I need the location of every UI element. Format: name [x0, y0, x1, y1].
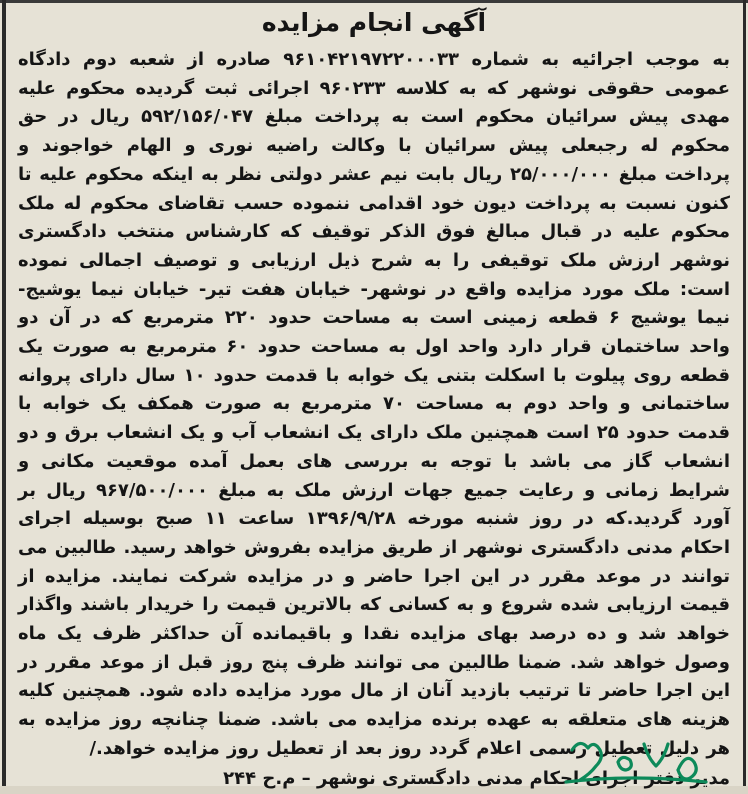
right-frame-line — [743, 0, 746, 786]
top-frame-line — [0, 0, 748, 3]
handwritten-mark — [560, 732, 710, 786]
notice-signature: مدیر دفتر اجرای احکام مدنی دادگستری نوشهر – م.ح ۲۴۴ — [223, 767, 730, 789]
left-frame-line — [2, 0, 6, 786]
auction-notice — [18, 4, 730, 794]
notice-title: آگهی انجام مزایده — [261, 8, 487, 37]
notice-body: به موجب اجرائیه به شماره ۹۶۱۰۴۲۱۹۷۲۲۰۰۰۳۳ صادره از شعبه دوم دادگاه عمومی حقوقی نوشهر که به کلاسه ۹۶۰۲۳۳ اجرائی ثبت گردیده محکوم علیه مهدی پیش سرائیان محکوم است به پرداخت مبلغ ۵۹۲/۱۵۶/۰۴۷ ریال در حق محکوم له رجبعلی پیش سرائیان با وکالت راضیه نوری و الهام خواجوند و پرداخت مبلغ ۲۵/۰۰۰/۰۰۰ ریال بابت نیم عشر دولتی نظر به اینکه محکوم علیه تا کنون نسبت به پرداخت دیون خود اقدامی ننموده حسب تقاضای محکوم له ملک محکوم علیه در قبال مبالغ فوق الذکر توقیف که کارشناس منتخب دادگستری نوشهر ارزش ملک توقیفی را به شرح ذیل ارزیابی و توصیف اجمالی نموده است: ملک مورد مزایده واقع در نوشهر- خیابان هفت تیر- خیابان نیما یوشیج- نیما یوشیج ۶ قطعه زمینی است به مساحت حدود ۲۲۰ مترمربع که در آن دو واحد ساختمان قرار دارد واحد اول به مساحت حدود ۶۰ مترمربع به صورت یک قطعه روی پیلوت با اسکلت بتنی یک خوابه با قدمت حدود ۱۰ سال دارای پروانه ساختمانی و واحد دوم به مساحت ۷۰ مترمربع به صورت همکف یک خوابه با قدمت حدود ۲۵ است همچنین ملک دارای یک انشعاب آب و یک انشعاب برق و دو انشعاب گاز می باشد با توجه به بررسی های بعمل آمده موقعیت مکانی و شرایط زمانی و رعایت جمیع جهات ارزش ملک به مبلغ ۹۶۷/۵۰۰/۰۰۰ ریال بر آورد گردید.که در روز شنبه مورخه ۱۳۹۶/۹/۲۸ ساعت ۱۱ صبح بوسیله اجرای احکام مدنی دادگستری نوشهر از طریق مزایده بفروش خواهد رسید. طالبین می توانند در موعد مقرر در این اجرا حاضر و در مزایده شرکت نمایند. مزایده از قیمت ارزیابی شده شروع و به کسانی که بالاترین قیمت را خریدار باشند واگذار خواهد شد و ده درصد بهای مزایده نقدا و باقیمانده آن حداکثر ظرف یک ماه وصول خواهد شد. ضمنا طالبین می توانند ظرف پنج روز قبل از موعد مقرر در این اجرا حاضر تا ترتیب بازدید آنان از مال مورد مزایده داده شود. همچنین کلیه هزینه های متعلقه به عهده برنده مزایده می باشد. ضمنا چنانچه روز مزایده به هر دلیل تعطیل رسمی اعلام گردد روز بعد از تعطیل روز مزایده خواهد./ — [18, 49, 731, 759]
